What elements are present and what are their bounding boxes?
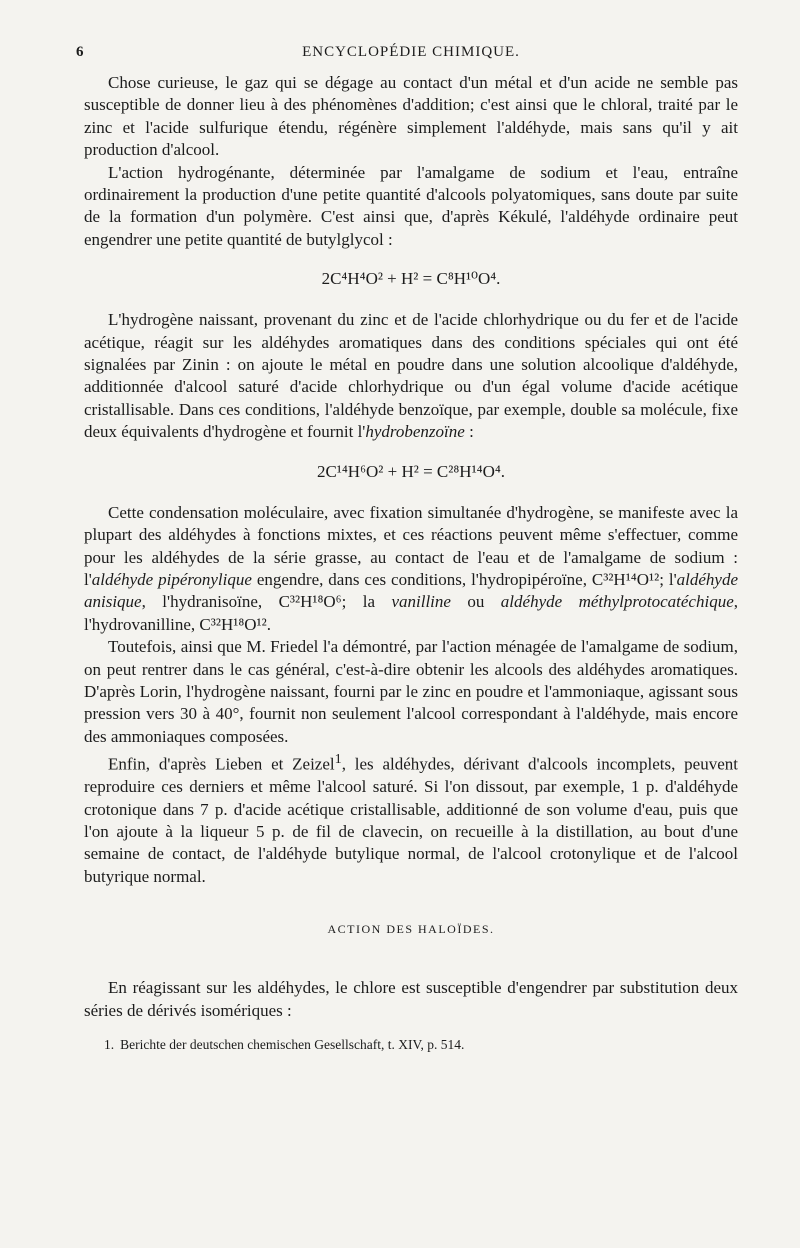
- hydrobenzoine-term: hydrobenzoïne: [365, 422, 465, 442]
- section-heading: ACTION DES HALOÏDES.: [327, 922, 495, 937]
- paragraph-4-text-b: engendre, dans ces conditions, l'hydropipéroïne, C³²H¹⁴O¹²; l': [251, 569, 677, 589]
- methylprotocatechic-aldehyde-term: aldéhyde méthylprotocatéchique: [500, 592, 734, 612]
- paragraph-3: [84, 309, 738, 443]
- anisic-aldehyde-term: aldéhyde anisique: [84, 569, 739, 612]
- paragraph-1: Chose curieuse, le gaz qui se dégage au contact d'un métal et d'un acide ne semble pas susceptible de donner lieu à des phénomènes d'addition; c'est ainsi que le chloral, traité par le zinc et l'acide sulfurique étendu, régénère simplement l'aldéhyde, mais sans qu'il y ait production d'alcool.: [84, 73, 738, 160]
- paragraph-5: Toutefois, ainsi que M. Friedel l'a démontré, par l'action ménagée de l'amalgame de sodium, on peut rentrer dans le cas général, c'est-à-dire obtenir les alcools des aldéhydes aromatiques. D'après Lorin, l'hydrogène naissant, fourni par le zinc en poudre et l'ammoniaque, agissant sous pression vers 30 à 40°, fournit non seulement l'alcool correspondant à l'aldéhyde, mais encore des ammoniaques composées.: [84, 637, 738, 746]
- book-page: [76, 40, 739, 1054]
- formula-butylglycol: 2C⁴H⁴O² + H² = C⁸H¹⁰O⁴.: [321, 269, 501, 289]
- paragraph-4-text-e: , l'hydrovanilline, C³²H¹⁸O¹².: [84, 592, 738, 634]
- paragraph-6: [84, 748, 738, 888]
- paragraph-2: L'action hydrogénante, déterminée par l'amalgame de sodium et l'eau, entraîne ordinairement la production d'une petite quantité d'alcools polyatomiques, sans doute par suite de la formation d'un polymère. C'est ainsi que, d'après Kékulé, l'aldéhyde ordinaire peut engendrer une petite quantité de butylglycol :: [84, 162, 738, 249]
- paragraph-4-text-c: , l'hydranisoïne, C³²H¹⁸O⁶; la: [141, 592, 392, 612]
- footnote-reference: 1: [334, 751, 342, 768]
- paragraph-6-text-b: , les aldéhydes, dérivant d'alcools incomplets, peuvent reproduire ces derniers et même l'alcool saturé. Si l'on dissout, par exemple, 1 p. d'aldéhyde crotonique dans 7 p. d'acide acétique cristallisable, additionné de son volume d'eau, puis que l'on ajoute à la liqueur 5 p. de fil de clavecin, on recueille à la distillation, au bout d'une semaine de contact, de l'aldéhyde butylique normal, de l'alcool crotonylique et de l'alcool butyrique normal.: [84, 754, 738, 886]
- piperonylic-aldehyde-term: aldéhyde pipéronylique: [91, 569, 252, 589]
- footnote: [84, 1036, 738, 1054]
- footnote-number: 1.: [104, 1037, 115, 1053]
- footnote-text: Berichte der deutschen chemischen Gesellschaft, t. XIV, p. 514.: [120, 1037, 465, 1053]
- paragraph-4-text-d: ou: [450, 592, 501, 612]
- page-number: 6: [76, 44, 84, 60]
- paragraph-3-text: L'hydrogène naissant, provenant du zinc et de l'acide chlorhydrique ou du fer et de l'acide acétique, réagit sur les aldéhydes aromatiques dans des conditions spéciales qui ont été signalées par Zinin : on ajoute le métal en poudre dans une solution alcoolique d'aldéhyde, additionnée d'alcool saturé d'acide chlorhydrique ou d'un égal volume d'acide acétique cristallisable. Dans ces conditions, l'aldéhyde benzoïque, par exemple, double sa molécule, fixe deux équivalents d'hydrogène et fournit l': [84, 310, 738, 442]
- formula-hydrobenzoine: 2C¹⁴H⁶O² + H² = C²⁸H¹⁴O⁴.: [316, 461, 506, 481]
- paragraph-6-text-a: Enfin, d'après Lieben et Zeizel: [108, 754, 335, 774]
- paragraph-3-end: :: [464, 422, 474, 442]
- running-title: ENCYCLOPÉDIE CHIMIQUE.: [302, 44, 520, 60]
- paragraph-7: En réagissant sur les aldéhydes, le chlore est susceptible d'engendrer par substitution deux séries de dérivés isomériques :: [84, 978, 738, 1020]
- vanilline-term: vanilline: [391, 592, 451, 612]
- running-head: [76, 40, 738, 72]
- paragraph-4: [84, 502, 738, 636]
- paragraph-4-text-a: Cette condensation moléculaire, avec fixation simultanée d'hydrogène, se manifeste avec la plupart des aldéhydes à fonctions mixtes, et ces réactions peuvent même s'effectuer, comme pour les aldéhydes de la série grasse, au contact de l'eau et de l'amalgame de sodium : l': [84, 502, 738, 589]
